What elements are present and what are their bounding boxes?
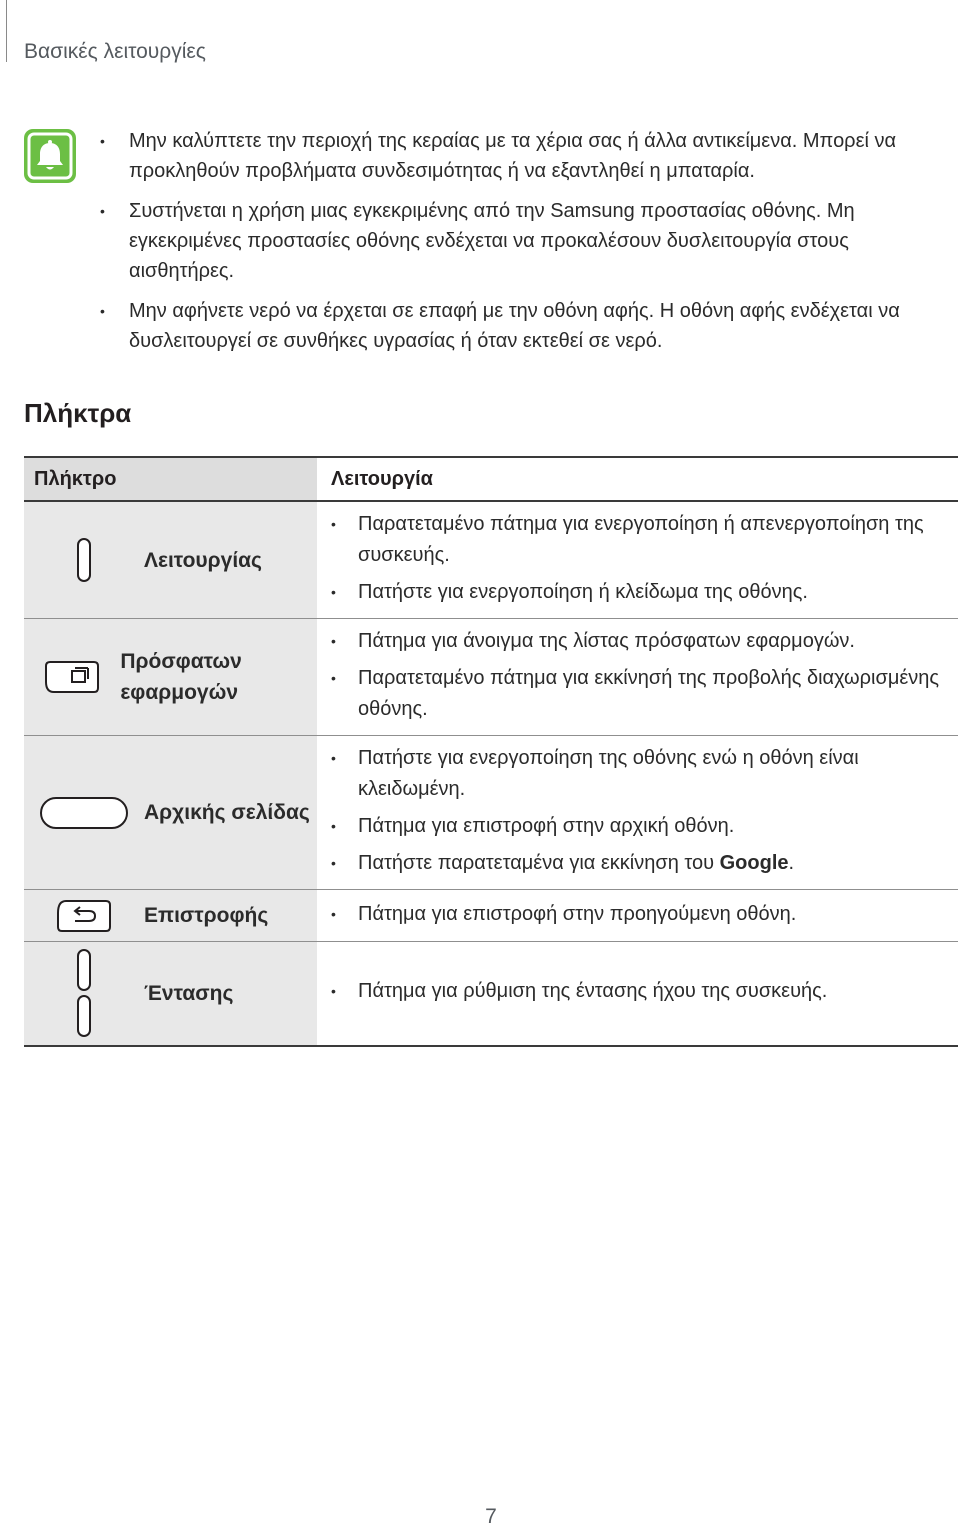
header-key: Πλήκτρο — [24, 457, 317, 501]
bell-icon — [24, 129, 76, 183]
key-cell — [24, 619, 317, 736]
volume-keys-icon — [24, 948, 144, 1038]
function-cell — [317, 890, 958, 942]
section-title: Πλήκτρα — [24, 398, 132, 428]
list-item: • Παρατεταμένο πάτημα για εκκίνησή της προβολής διαχωρισμένης οθόνης. — [331, 667, 940, 720]
keys-table — [24, 456, 958, 1047]
key-name: Επιστροφής — [144, 904, 269, 927]
key-name: Αρχικής σελίδας — [144, 801, 310, 824]
list-item: • Πατήστε παρατεταμένα για εκκίνηση του Google. — [331, 852, 795, 874]
list-item: • Πάτημα για επιστροφή στην προηγούμενη οθόνη. — [331, 902, 797, 925]
key-cell — [24, 501, 317, 619]
list-item: • Πατήστε για ενεργοποίηση της οθόνης ενώ η οθόνη είναι κλειδωμένη. — [331, 747, 859, 800]
list-item: • Πατήστε για ενεργοποίηση ή κλείδωμα της οθόνης. — [331, 581, 808, 603]
key-cell — [24, 942, 317, 1046]
key-name: Λειτουργίας — [144, 548, 262, 572]
notice-list — [100, 126, 920, 366]
margin-rule — [6, 0, 7, 62]
key-cell — [24, 890, 317, 942]
function-cell — [317, 501, 958, 619]
bullet: • — [100, 133, 105, 149]
table-row — [24, 736, 958, 890]
back-key-icon — [24, 899, 144, 933]
list-item: • Παρατεταμένο πάτημα για ενεργοποίηση ή απενεργοποίηση της συσκευής. — [331, 513, 924, 566]
function-cell — [317, 942, 958, 1046]
list-item: • Πάτημα για ρύθμιση της έντασης ήχου της συσκευής. — [331, 980, 828, 1003]
notice-item: • Συστήνεται η χρήση μιας εγκεκριμένης από την Samsung προστασίας οθόνης. Μη εγκεκριμένες προστασίες οθόνης ενδέχεται να προκαλέσουν δυσλειτουργία στους αισθητήρες. — [100, 196, 920, 286]
page-number: 7 — [485, 1505, 497, 1528]
list-item: • Πάτημα για άνοιγμα της λίστας πρόσφατων εφαρμογών. — [331, 630, 855, 652]
bullet: • — [100, 203, 105, 219]
running-header: Βασικές λειτουργίες — [24, 40, 206, 63]
table-row — [24, 501, 958, 619]
table-header-row — [24, 457, 958, 501]
key-name: Πρόσφατων εφαρμογών — [120, 650, 242, 704]
table-row — [24, 890, 958, 942]
notice-item: • Μην καλύπτετε την περιοχή της κεραίας με τα χέρια σας ή άλλα αντικείμενα. Μπορεί να προκληθούν προβλήματα συνδεσιμότητας ή να εξαντληθεί η μπαταρία. — [100, 126, 920, 186]
power-key-icon — [24, 537, 144, 583]
function-cell — [317, 736, 958, 890]
table-row — [24, 619, 958, 736]
recent-apps-key-icon — [24, 660, 120, 694]
function-cell — [317, 619, 958, 736]
key-cell — [24, 736, 317, 890]
table-row — [24, 942, 958, 1046]
bullet: • — [100, 303, 105, 319]
header-function: Λειτουργία — [317, 457, 958, 501]
notice-item: • Μην αφήνετε νερό να έρχεται σε επαφή με την οθόνη αφής. Η οθόνη αφής ενδέχεται να δυσλειτουργεί σε συνθήκες υγρασίας ή όταν εκτεθεί σε νερό. — [100, 296, 920, 356]
list-item: • Πάτημα για επιστροφή στην αρχική οθόνη. — [331, 815, 735, 837]
key-name: Έντασης — [144, 981, 234, 1005]
home-key-icon — [24, 796, 144, 830]
